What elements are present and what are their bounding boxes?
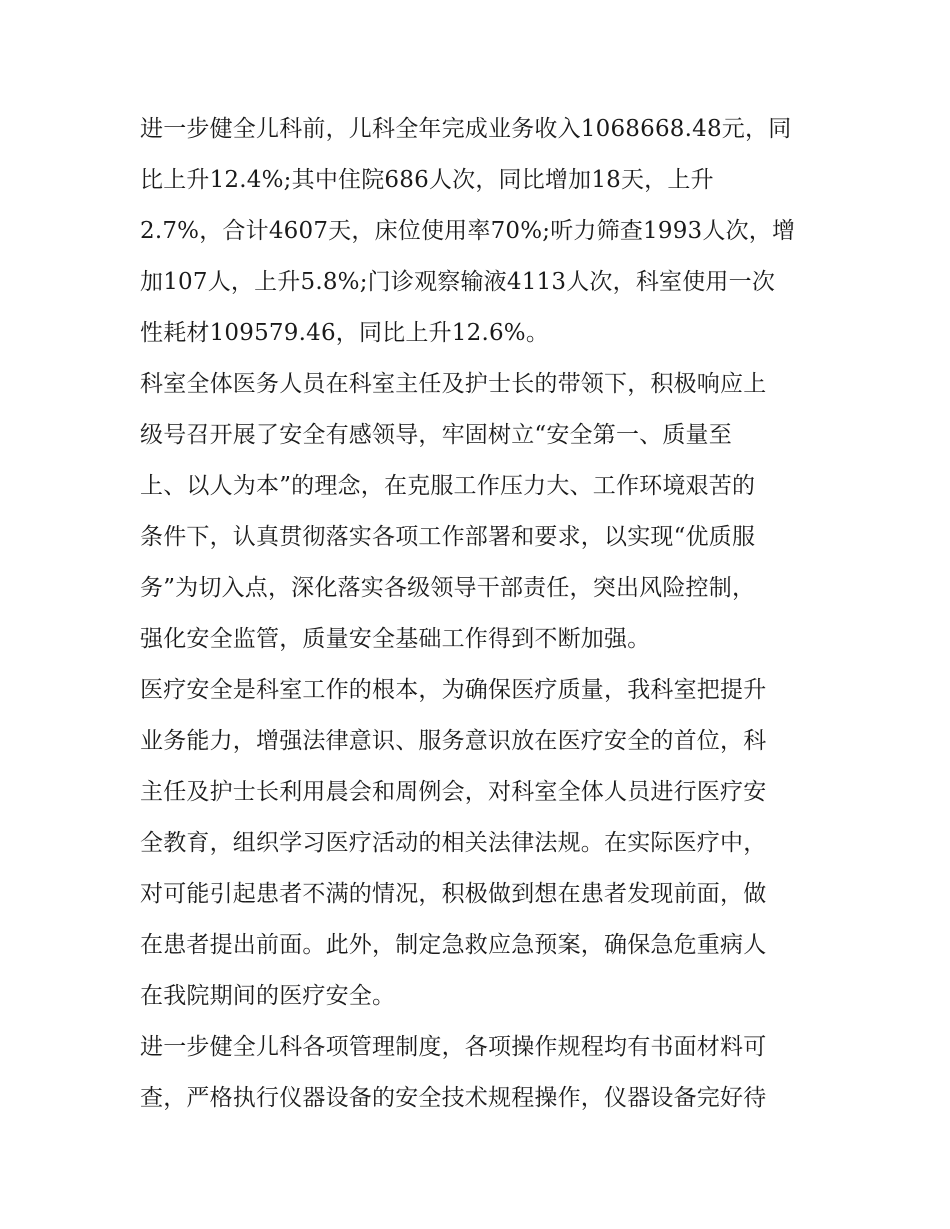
text-line: 进一步健全儿科前，儿科全年完成业务收入1068668.48元，同 — [140, 116, 792, 142]
text-line: 全教育，组织学习医疗活动的相关法律法规。在实际医疗中， — [140, 830, 767, 856]
paragraph-medical-safety — [140, 665, 820, 1022]
text-line: 在我院期间的医疗安全。 — [140, 983, 396, 1009]
text-line: 加107人，上升5.8%;门诊观察输液4113人次，科室使用一次 — [140, 269, 776, 295]
text-line: 在患者提出前面。此外，制定急救应急预案，确保急危重病人 — [140, 932, 767, 958]
paragraph-management-system — [140, 1022, 820, 1124]
text-line: 务”为切入点，深化落实各级领导干部责任，突出风险控制， — [140, 575, 756, 601]
text-line: 级号召开展了安全有感领导，牢固树立“安全第一、质量至 — [140, 422, 732, 448]
text-line: 主任及护士长利用晨会和周例会，对科室全体人员进行医疗安 — [140, 779, 767, 805]
text-line: 性耗材109579.46，同比上升12.6%。 — [140, 320, 550, 346]
text-line: 上、以人为本”的理念，在克服工作压力大、工作环境艰苦的 — [140, 473, 756, 499]
paragraph-safety-leadership — [140, 359, 820, 665]
text-line: 强化安全监管，质量安全基础工作得到不断加强。 — [140, 626, 651, 652]
text-line: 比上升12.4%;其中住院686人次，同比增加18天，上升 — [140, 167, 714, 193]
text-line: 业务能力，增强法律意识、服务意识放在医疗安全的首位，科 — [140, 728, 767, 754]
text-line: 2.7%，合计4607天，床位使用率70%;听力筛查1993人次，增 — [140, 218, 796, 244]
paragraph-pediatrics-revenue — [140, 104, 820, 359]
text-line: 查，严格执行仪器设备的安全技术规程操作，仪器设备完好待 — [140, 1085, 767, 1111]
text-line: 对可能引起患者不满的情况，积极做到想在患者发现前面，做 — [140, 881, 767, 907]
text-line: 进一步健全儿科各项管理制度，各项操作规程均有书面材料可 — [140, 1034, 767, 1060]
text-line: 条件下，认真贯彻落实各项工作部署和要求，以实现“优质服 — [140, 524, 756, 550]
text-line: 科室全体医务人员在科室主任及护士长的带领下，积极响应上 — [140, 371, 767, 397]
text-line: 医疗安全是科室工作的根本，为确保医疗质量，我科室把提升 — [140, 677, 767, 703]
document-body — [140, 104, 820, 1124]
